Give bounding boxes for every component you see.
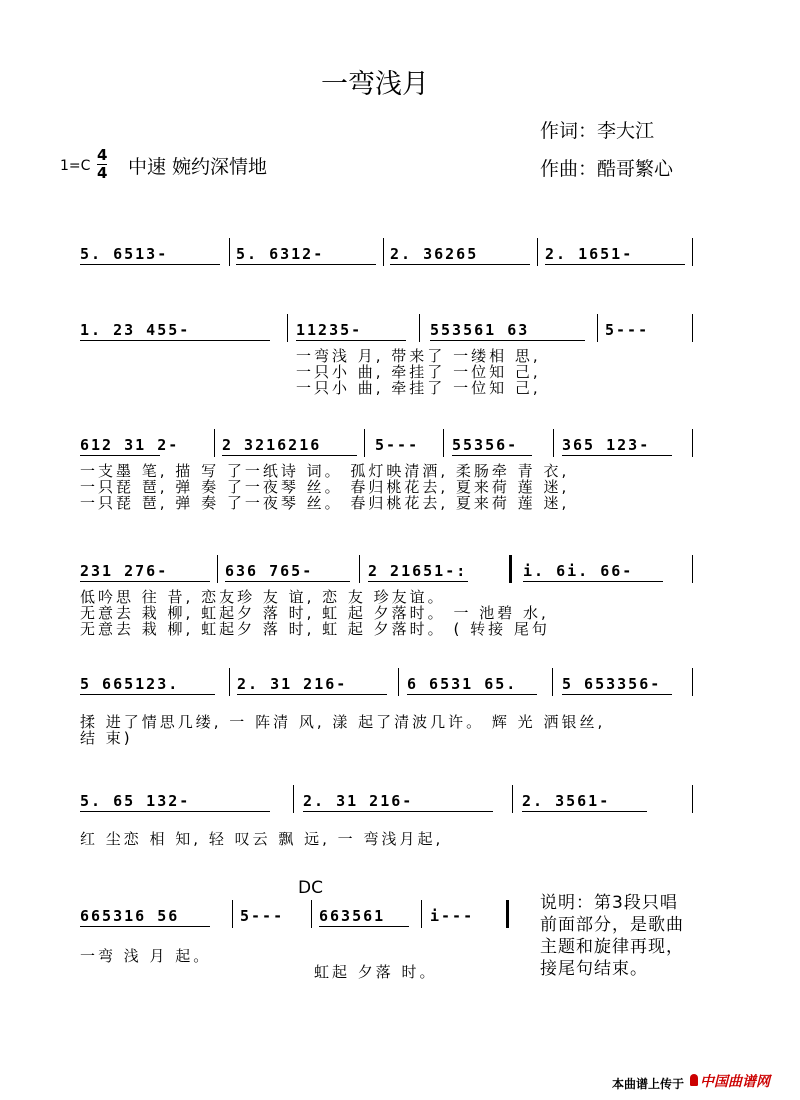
measure: i---: [430, 907, 475, 925]
measure: 5. 6513-: [80, 245, 169, 263]
measure: 1. 23 455-: [80, 321, 191, 339]
measure: i. 6i. 66-: [523, 562, 634, 580]
lyric-line-2: 结 束): [80, 729, 133, 747]
measure: 5. 65 132-: [80, 792, 191, 810]
lyric-line-3: 一只琵 琶, 弹 奏 了一夜琴 丝。 春归桃花去, 夏来荷 莲 迷,: [80, 494, 570, 512]
tempo-marking: 中速 婉约深情地: [128, 156, 268, 178]
measure: 2. 36265: [390, 245, 479, 263]
measure: 2. 3561-: [522, 792, 611, 810]
page-title: 一弯浅月: [321, 69, 429, 100]
measure: 231 276-: [80, 562, 169, 580]
measure: 2. 1651-: [545, 245, 634, 263]
upload-credit: 本曲谱上传于: [612, 1077, 685, 1091]
measure: 5 665123.: [80, 675, 180, 693]
site-brand: 中国曲谱网: [700, 1074, 770, 1090]
explanation-note: 说明：第3段只唱前面部分，是歌曲主题和旋律再现，接尾句结束。: [540, 893, 684, 979]
da-capo-mark: DC: [298, 878, 323, 898]
measure: 5. 6312-: [236, 245, 325, 263]
measure: 5 653356-: [562, 675, 662, 693]
measure: 2. 31 216-: [303, 792, 414, 810]
composer-credit: 作曲：酷哥繁心: [540, 158, 674, 180]
measure: 5---: [375, 436, 420, 454]
lyric-line-1: 低吟思 往 昔, 恋友珍 友 谊, 恋 友 珍友谊。: [80, 588, 446, 606]
lyric-line-2: 一只小 曲, 牵挂了 一位知 己,: [296, 363, 541, 381]
lyric-line-1: 一支墨 笔, 描 写 了一纸诗 词。 孤灯映清酒, 柔肠牵 青 衣,: [80, 462, 570, 480]
measure: 612 31 2-: [80, 436, 180, 454]
key-signature: 1=C: [60, 158, 91, 174]
lyric-line-2: 无意去 栽 柳, 虹起夕 落 时, 虹 起 夕落时。 一 池碧 水,: [80, 604, 549, 622]
lyricist-credit: 作词：李大江: [540, 120, 655, 142]
lyric-line-2: 虹起 夕落 时。: [314, 963, 438, 981]
time-signature-bottom: 4: [97, 164, 108, 182]
lyric-line-1: 红 尘恋 相 知, 轻 叹云 飘 远, 一 弯浅月起,: [80, 830, 444, 848]
measure: 665316 56: [80, 907, 180, 925]
measure: 5---: [605, 321, 650, 339]
lyric-line-2: 一只琵 琶, 弹 奏 了一夜琴 丝。 春归桃花去, 夏来荷 莲 迷,: [80, 478, 570, 496]
lyric-line-1: 揉 进了情思几缕, 一 阵清 风, 漾 起了清波几许。 辉 光 洒银丝,: [80, 713, 606, 731]
measure: 55356-: [452, 436, 519, 454]
measure: 2. 31 216-: [237, 675, 348, 693]
time-signature: [97, 148, 107, 181]
measure: 6 6531 65.: [407, 675, 518, 693]
measure: 2 21651-:: [368, 562, 468, 580]
lyric-line-3: 一只小 曲, 牵挂了 一位知 己,: [296, 379, 541, 397]
measure: 11235-: [296, 321, 363, 339]
measure: 2 3216216: [222, 436, 322, 454]
lyric-line-1: 一弯浅 月, 带来了 一缕相 思,: [296, 347, 541, 365]
site-logo-icon: [690, 1074, 698, 1086]
measure: 5---: [240, 907, 285, 925]
measure: 365 123-: [562, 436, 651, 454]
lyric-line-3: 无意去 栽 柳, 虹起夕 落 时, 虹 起 夕落时。 ( 转接 尾句: [80, 620, 550, 638]
measure: 636 765-: [225, 562, 314, 580]
measure: 553561 63: [430, 321, 530, 339]
time-signature-top: 4: [97, 146, 108, 164]
measure: 663561: [319, 907, 386, 925]
lyric-line-1: 一弯 浅 月 起。: [80, 947, 212, 965]
